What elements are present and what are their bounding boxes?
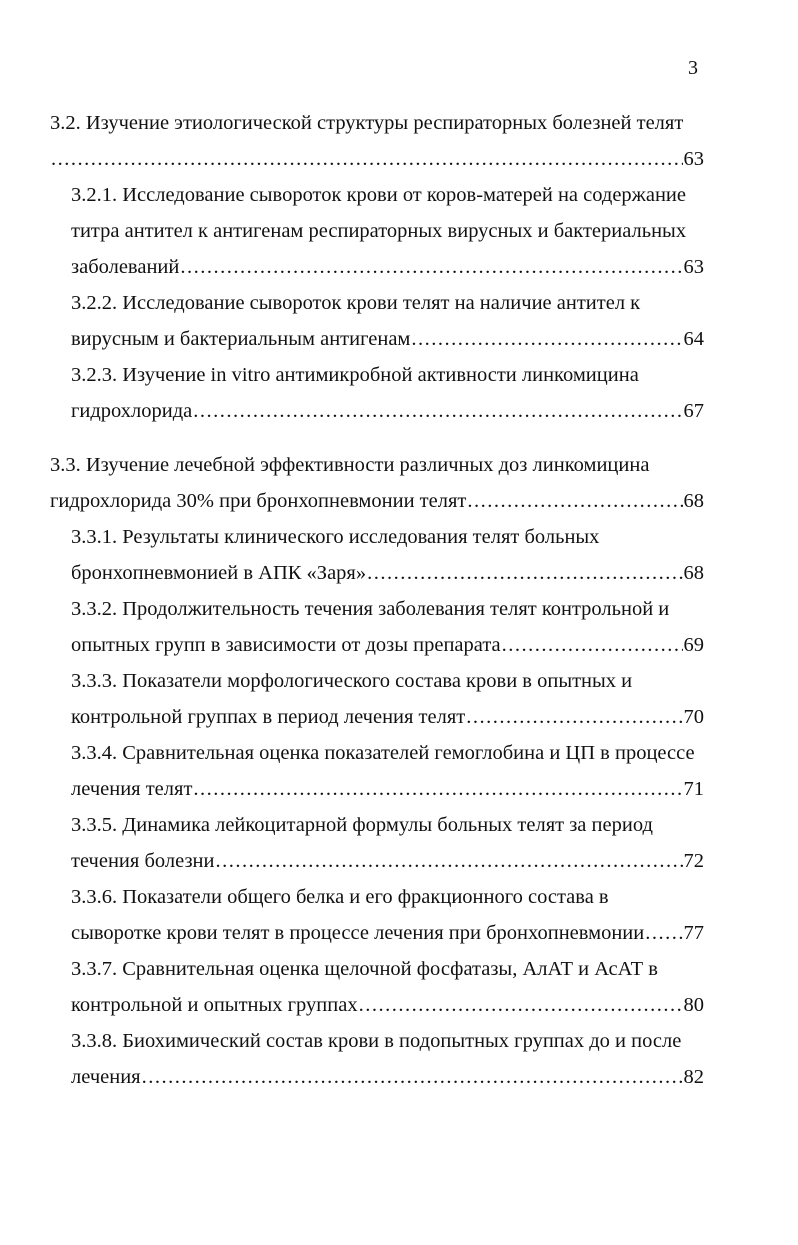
toc-entry-text: лечения телят [71,778,193,800]
dot-leader [411,327,682,351]
dot-leader [367,561,682,585]
toc-heading-3-2-leader[interactable] [50,147,704,171]
dot-leader [359,993,683,1017]
toc-entry-text: вирусным и бактериальным антигенам [71,328,411,350]
toc-entry-3-2-3[interactable]: 3.2.3. Изучение in vitro антимикробной активности линкомицина [71,364,639,386]
toc-page-number: 69 [683,634,704,656]
dot-leader [51,147,683,171]
dot-leader [502,633,683,657]
toc-page-number: 68 [683,562,704,584]
toc-entry-3-3-1[interactable]: 3.3.1. Результаты клинического исследования телят больных [71,526,600,548]
toc-page-number: 82 [683,1066,704,1088]
toc-entry-3-3-6-leader[interactable] [71,921,704,945]
toc-page-number: 63 [683,256,704,278]
toc-entry-text: течения болезни [71,850,215,872]
toc-entry-3-3-4-leader[interactable] [71,777,704,801]
toc-entry-text: сыворотке крови телят в процессе лечения при бронхопневмонии [71,922,645,944]
toc-entry-3-3-3[interactable]: 3.3.3. Показатели морфологического состава крови в опытных и [71,670,633,692]
toc-entry-text: контрольной группах в период лечения телят [71,706,466,728]
toc-entry-3-2-1-leader[interactable] [71,255,704,279]
toc-entry-3-2-2[interactable]: 3.2.2. Исследование сывороток крови телят на наличие антител к [71,292,641,314]
toc-entry-3-3-5-leader[interactable] [71,849,704,873]
toc-entry-3-3-7-leader[interactable] [71,993,704,1017]
toc-entry-3-3-8[interactable]: 3.3.8. Биохимический состав крови в подопытных группах до и после [71,1030,682,1052]
toc-entry-text: гидрохлорида [71,400,193,422]
toc-page-number: 77 [683,922,704,944]
dot-leader [466,705,682,729]
toc-entry-3-3-6[interactable]: 3.3.6. Показатели общего белка и его фракционного состава в [71,886,609,908]
toc-entry-3-3-3-leader[interactable] [71,705,704,729]
toc-page-number: 64 [683,328,704,350]
toc-entry-text: гидрохлорида 30% при бронхопневмонии телят [50,490,467,512]
toc-page-number: 80 [683,994,704,1016]
toc-page-number: 70 [683,706,704,728]
toc-entry-text: контрольной и опытных группах [71,994,358,1016]
toc-heading-3-3[interactable]: 3.3. Изучение лечебной эффективности различных доз линкомицина [50,454,650,476]
toc-entry-3-2-1-line2[interactable]: титра антител к антигенам респираторных вирусных и бактериальных [71,220,687,242]
toc-heading-3-3-leader[interactable] [50,489,704,513]
dot-leader [193,399,682,423]
toc-page-number: 63 [683,148,704,170]
toc-entry-text: опытных групп в зависимости от дозы препарата [71,634,501,656]
toc-page-number: 67 [683,400,704,422]
toc-entry-3-3-4[interactable]: 3.3.4. Сравнительная оценка показателей гемоглобина и ЦП в процессе [71,742,695,764]
toc-page-number: 71 [683,778,704,800]
toc-entry-3-2-2-leader[interactable] [71,327,704,351]
toc-entry-3-3-7[interactable]: 3.3.7. Сравнительная оценка щелочной фосфатазы, АлАТ и АсАТ в [71,958,658,980]
dot-leader [142,1065,683,1089]
toc-entry-3-3-1-leader[interactable] [71,561,704,585]
toc-entry-text: лечения [71,1066,141,1088]
toc-entry-3-2-1[interactable]: 3.2.1. Исследование сывороток крови от коров-матерей на содержание [71,184,686,206]
toc-entry-3-3-2[interactable]: 3.3.2. Продолжительность течения заболевания телят контрольной и [71,598,670,620]
dot-leader [193,777,682,801]
toc-page-number: 72 [683,850,704,872]
dot-leader [180,255,682,279]
toc-page-number: 68 [683,490,704,512]
toc-entry-3-2-3-leader[interactable] [71,399,704,423]
toc-entry-text: бронхопневмонией в АПК «Заря» [71,562,367,584]
toc-entry-3-3-5[interactable]: 3.3.5. Динамика лейкоцитарной формулы больных телят за период [71,814,653,836]
toc-entry-text: заболеваний [71,256,180,278]
dot-leader [467,489,682,513]
page-number: 3 [688,57,698,79]
dot-leader [645,921,682,945]
toc-entry-3-3-2-leader[interactable] [71,633,704,657]
toc-heading-3-2[interactable]: 3.2. Изучение этиологической структуры респираторных болезней телят [50,112,684,134]
toc-entry-3-3-8-leader[interactable] [71,1065,704,1089]
dot-leader [215,849,682,873]
